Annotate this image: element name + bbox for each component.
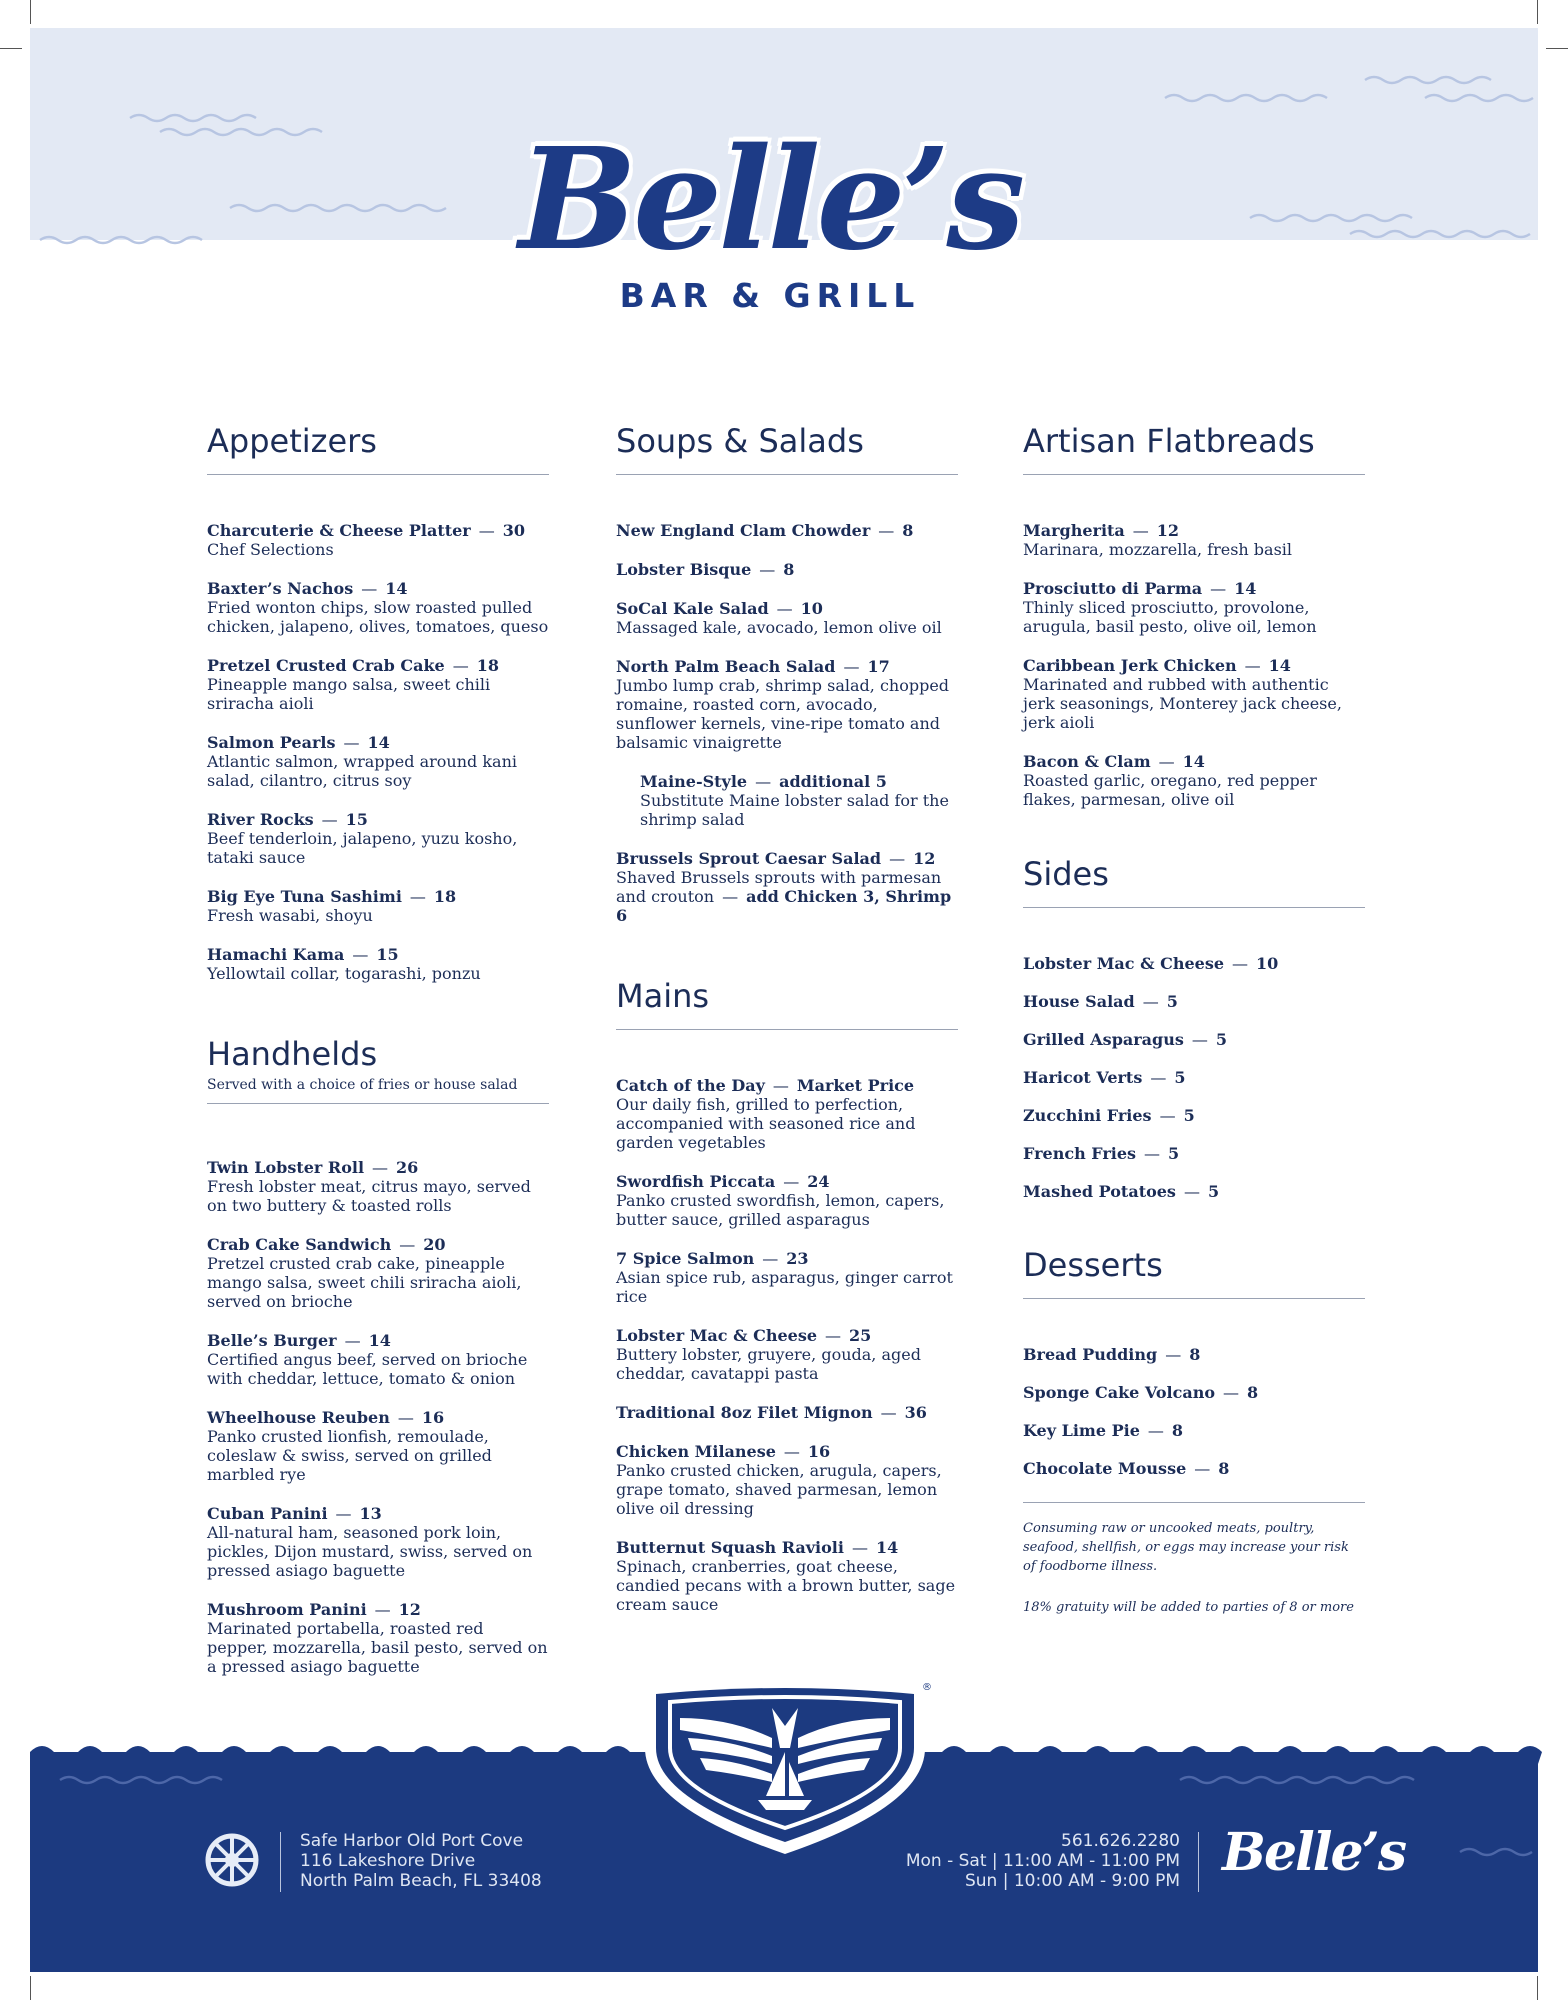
price-dash: — bbox=[1232, 954, 1249, 973]
item-name: Crab Cake Sandwich bbox=[207, 1235, 392, 1254]
item-price: 18 bbox=[433, 887, 457, 906]
menu-item-cuban-panini bbox=[207, 1504, 549, 1580]
item-price: 5 bbox=[1207, 1182, 1220, 1201]
item-name: Mashed Potatoes bbox=[1023, 1182, 1176, 1201]
menu-item-key-lime-pie bbox=[1023, 1421, 1365, 1440]
item-description: Substitute Maine lobster salad for the shrimp salad bbox=[640, 791, 949, 829]
item-description: Fresh wasabi, shoyu bbox=[207, 906, 373, 925]
section-title-mains: Mains bbox=[616, 977, 710, 1015]
item-addon: add Chicken 3, Shrimp 6 bbox=[616, 887, 952, 925]
menu-item-maine-style: Maine-Style — additional 5 Substitute Maine lobster salad for the shrimp salad bbox=[640, 772, 958, 829]
menu-item-prosciutto-di-parma bbox=[1023, 579, 1365, 636]
menu-item-caribbean-jerk-chicken bbox=[1023, 656, 1365, 732]
item-name: Key Lime Pie bbox=[1023, 1421, 1140, 1440]
item-name: Lobster Mac & Cheese bbox=[616, 1326, 818, 1345]
price-dash: — bbox=[374, 1600, 391, 1619]
price-dash: — bbox=[1210, 579, 1227, 598]
item-price: 17 bbox=[867, 657, 890, 676]
item-name: Charcuterie & Cheese Platter bbox=[207, 521, 471, 540]
item-price: 16 bbox=[421, 1408, 445, 1427]
item-description: Spinach, cranberries, goat cheese, candied pecans with a brown butter, sage cream sauce bbox=[616, 1557, 956, 1614]
section-divider bbox=[1023, 907, 1365, 908]
item-price: 8 bbox=[1189, 1345, 1201, 1364]
section-divider bbox=[616, 1029, 958, 1030]
footer-contact bbox=[906, 1831, 1180, 1891]
appetizers-list bbox=[207, 521, 549, 983]
item-price: 10 bbox=[1256, 954, 1279, 973]
item-name: Sponge Cake Volcano bbox=[1023, 1383, 1216, 1402]
item-price: 14 bbox=[368, 1331, 391, 1350]
item-name: 7 Spice Salmon bbox=[616, 1249, 755, 1268]
item-description: Yellowtail collar, togarashi, ponzu bbox=[207, 964, 481, 983]
notes-divider bbox=[1023, 1502, 1365, 1503]
item-price: 14 bbox=[875, 1538, 899, 1557]
price-dash: — bbox=[352, 945, 369, 964]
price-dash: — bbox=[759, 560, 776, 579]
item-name: Twin Lobster Roll bbox=[207, 1158, 365, 1177]
item-price: 20 bbox=[423, 1235, 446, 1254]
menu-item-mushroom-panini bbox=[207, 1600, 549, 1676]
item-description: Thinly sliced prosciutto, provolone, arugula, basil pesto, olive oil, lemon bbox=[1023, 598, 1317, 636]
item-price: 5 bbox=[1215, 1030, 1228, 1049]
menu-item-bacon-clam bbox=[1023, 752, 1365, 809]
price-dash: — bbox=[1183, 1182, 1200, 1201]
item-price: 5 bbox=[1168, 1144, 1180, 1163]
item-price: 36 bbox=[904, 1403, 927, 1422]
mains-list bbox=[616, 1076, 958, 1614]
item-price: 30 bbox=[502, 521, 525, 540]
price-dash: — bbox=[1132, 521, 1149, 540]
phone-number: 561.626.2280 bbox=[1061, 1831, 1180, 1851]
item-name: Hamachi Kama bbox=[207, 945, 345, 964]
item-name: River Rocks bbox=[207, 810, 314, 829]
section-divider bbox=[616, 474, 958, 475]
item-price: 14 bbox=[385, 579, 408, 598]
price-dash: — bbox=[783, 1172, 800, 1191]
price-dash: — bbox=[409, 887, 426, 906]
price-dash: — bbox=[772, 1076, 789, 1095]
menu-item-salmon-pearls bbox=[207, 733, 549, 790]
section-divider bbox=[1023, 1298, 1365, 1299]
item-description: Asian spice rub, asparagus, ginger carrot rice bbox=[616, 1268, 953, 1306]
menu-item-mashed-potatoes bbox=[1023, 1182, 1365, 1201]
menu-item-7-spice-salmon bbox=[616, 1249, 958, 1306]
item-price: 15 bbox=[345, 810, 368, 829]
price-dash: — bbox=[335, 1504, 352, 1523]
item-description: Marinated and rubbed with authentic jerk seasonings, Monterey jack cheese, jerk aioli bbox=[1023, 675, 1342, 732]
item-price: 14 bbox=[367, 733, 390, 752]
item-description: Marinated portabella, roasted red pepper, mozzarella, basil pesto, served on a pressed asiago baguette bbox=[207, 1619, 548, 1676]
item-name: SoCal Kale Salad bbox=[616, 599, 769, 618]
ship-wheel-icon bbox=[204, 1832, 260, 1888]
crop-mark bbox=[1537, 1976, 1538, 2000]
menu-item-pretzel-crusted-crab-cake bbox=[207, 656, 549, 713]
section-title-flatbreads: Artisan Flatbreads bbox=[1023, 422, 1315, 460]
crop-mark bbox=[30, 0, 31, 24]
item-price: 14 bbox=[1268, 656, 1291, 675]
hours-line: Sun | 10:00 AM - 9:00 PM bbox=[964, 1871, 1180, 1891]
footer-separator bbox=[280, 1832, 281, 1892]
item-name: House Salad bbox=[1023, 992, 1135, 1011]
item-price: 14 bbox=[1182, 752, 1205, 771]
menu-item-lobster-bisque bbox=[616, 560, 958, 579]
footer-logo: Belle’s bbox=[1222, 1822, 1406, 1883]
item-price: 15 bbox=[376, 945, 399, 964]
price-dash: — bbox=[825, 1326, 842, 1345]
item-price: 5 bbox=[1174, 1068, 1186, 1087]
section-title-handhelds: Handhelds bbox=[207, 1035, 378, 1073]
item-name: Lobster Mac & Cheese bbox=[1023, 954, 1225, 973]
brand-logo bbox=[500, 118, 1040, 315]
item-name: Caribbean Jerk Chicken bbox=[1023, 656, 1237, 675]
crop-mark bbox=[1537, 0, 1538, 24]
price-dash: — bbox=[321, 810, 338, 829]
item-name: Butternut Squash Ravioli bbox=[616, 1538, 844, 1557]
price-dash: — bbox=[343, 733, 360, 752]
price-dash: — bbox=[1194, 1459, 1211, 1478]
item-name: Traditional 8oz Filet Mignon bbox=[616, 1403, 873, 1422]
item-price: 12 bbox=[1156, 521, 1180, 540]
item-description: Beef tenderloin, jalapeno, yuzu kosho, tataki sauce bbox=[207, 829, 518, 867]
price-dash: — bbox=[397, 1408, 414, 1427]
column-2 bbox=[616, 420, 958, 1634]
price-dash: — bbox=[878, 521, 895, 540]
item-price: 23 bbox=[786, 1249, 809, 1268]
item-price: 18 bbox=[476, 656, 499, 675]
item-name: Margherita bbox=[1023, 521, 1125, 540]
menu-item-belle-s-burger bbox=[207, 1331, 549, 1388]
item-description: All-natural ham, seasoned pork loin, pickles, Dijon mustard, swiss, served on pressed asiago baguette bbox=[207, 1523, 533, 1580]
menu-item-new-england-clam-chowder bbox=[616, 521, 958, 540]
price-dash: — bbox=[843, 657, 860, 676]
handhelds-note: Served with a choice of fries or house salad bbox=[207, 1077, 518, 1093]
price-dash: — bbox=[1158, 752, 1175, 771]
item-name: Mushroom Panini bbox=[207, 1600, 367, 1619]
item-description: Panko crusted lionfish, remoulade, coleslaw & swiss, served on grilled marbled rye bbox=[207, 1427, 492, 1484]
price-dash: — bbox=[1142, 992, 1159, 1011]
price-dash: — bbox=[762, 1249, 779, 1268]
item-description: Our daily fish, grilled to perfection, accompanied with seasoned rice and garden vegetables bbox=[616, 1095, 916, 1152]
menu-item-traditional-8oz-filet-mignon bbox=[616, 1403, 958, 1422]
item-name: Salmon Pearls bbox=[207, 733, 336, 752]
item-name: Wheelhouse Reuben bbox=[207, 1408, 390, 1427]
item-price: 10 bbox=[800, 599, 823, 618]
item-price: 8 bbox=[902, 521, 914, 540]
item-price: 24 bbox=[807, 1172, 830, 1191]
price-dash: — bbox=[1147, 1421, 1164, 1440]
section-title-sides: Sides bbox=[1023, 855, 1109, 893]
item-name: Bacon & Clam bbox=[1023, 752, 1151, 771]
address-line: Safe Harbor Old Port Cove bbox=[300, 1831, 524, 1851]
item-description: Jumbo lump crab, shrimp salad, chopped romaine, roasted corn, avocado, sunflower kernels, vine-ripe tomato and balsamic vinaigrette bbox=[616, 676, 950, 752]
item-description: Massaged kale, avocado, lemon olive oil bbox=[616, 618, 942, 637]
menu-item-big-eye-tuna-sashimi bbox=[207, 887, 549, 925]
menu-item-baxter-s-nachos bbox=[207, 579, 549, 636]
item-description: Fresh lobster meat, citrus mayo, served on two buttery & toasted rolls bbox=[207, 1177, 531, 1215]
menu-item-chocolate-mousse bbox=[1023, 1459, 1365, 1478]
price-dash: — bbox=[1150, 1068, 1167, 1087]
item-price: 12 bbox=[913, 849, 936, 868]
item-price: 14 bbox=[1234, 579, 1257, 598]
menu-item-catch-of-the-day bbox=[616, 1076, 958, 1152]
item-name: Cuban Panini bbox=[207, 1504, 328, 1523]
item-name: Pretzel Crusted Crab Cake bbox=[207, 656, 445, 675]
item-description: Chef Selections bbox=[207, 540, 334, 559]
item-price: 12 bbox=[398, 1600, 421, 1619]
item-description: Panko crusted chicken, arugula, capers, grape tomato, shaved parmesan, lemon olive oil dressing bbox=[616, 1461, 942, 1518]
menu-item-grilled-asparagus bbox=[1023, 1030, 1365, 1049]
price-dash: — bbox=[851, 1538, 868, 1557]
price-dash: — bbox=[1144, 1144, 1161, 1163]
item-price: 8 bbox=[1247, 1383, 1259, 1402]
menu-item-margherita bbox=[1023, 521, 1365, 559]
price-dash: — bbox=[372, 1158, 389, 1177]
menu-item-zucchini-fries bbox=[1023, 1106, 1365, 1125]
menu-item-chicken-milanese bbox=[616, 1442, 958, 1518]
item-description: Marinara, mozzarella, fresh basil bbox=[1023, 540, 1293, 559]
price-dash: — bbox=[783, 1442, 800, 1461]
menu-item-haricot-verts bbox=[1023, 1068, 1365, 1087]
section-divider bbox=[207, 474, 549, 475]
menu-item-twin-lobster-roll bbox=[207, 1158, 549, 1215]
item-name: Zucchini Fries bbox=[1023, 1106, 1152, 1125]
item-name: Lobster Bisque bbox=[616, 560, 752, 579]
item-price: 8 bbox=[783, 560, 795, 579]
flatbreads-list bbox=[1023, 521, 1365, 809]
item-price: 5 bbox=[1166, 992, 1178, 1011]
menu-item-lobster-mac-cheese bbox=[616, 1326, 958, 1383]
price-dash: — bbox=[1191, 1030, 1208, 1049]
item-name: Chicken Milanese bbox=[616, 1442, 776, 1461]
item-name: Maine-Style bbox=[640, 772, 748, 791]
desserts-list bbox=[1023, 1345, 1365, 1478]
menu-item-brussels-sprout-caesar: Brussels Sprout Caesar Salad — 12 Shaved Brussels sprouts with parmesan and crouton — add Chicken 3, Shrimp 6 bbox=[616, 849, 952, 925]
menu-item-river-rocks bbox=[207, 810, 549, 867]
item-name: North Palm Beach Salad bbox=[616, 657, 836, 676]
menu-item-crab-cake-sandwich bbox=[207, 1235, 549, 1311]
item-price: 26 bbox=[396, 1158, 419, 1177]
handhelds-list bbox=[207, 1158, 549, 1676]
item-name: New England Clam Chowder bbox=[616, 521, 871, 540]
price-dash: — bbox=[880, 1403, 897, 1422]
crop-mark bbox=[0, 48, 22, 49]
hours-line: Mon - Sat | 11:00 AM - 11:00 PM bbox=[905, 1851, 1180, 1871]
item-description: Buttery lobster, gruyere, gouda, aged cheddar, cavatappi pasta bbox=[616, 1345, 921, 1383]
sides-list bbox=[1023, 954, 1365, 1201]
eagle-sailboat-crest-icon bbox=[640, 1678, 930, 1856]
item-price: 8 bbox=[1218, 1459, 1230, 1478]
item-price: additional 5 bbox=[779, 772, 887, 791]
item-description: Roasted garlic, oregano, red pepper flakes, parmesan, olive oil bbox=[1023, 771, 1317, 809]
item-name: Bread Pudding bbox=[1023, 1345, 1158, 1364]
menu-item-butternut-squash-ravioli bbox=[616, 1538, 958, 1614]
section-divider bbox=[1023, 474, 1365, 475]
menu-item-socal-kale-salad bbox=[616, 599, 958, 637]
price-dash: — bbox=[399, 1235, 416, 1254]
item-name: Haricot Verts bbox=[1023, 1068, 1143, 1087]
section-title-appetizers: Appetizers bbox=[207, 422, 377, 460]
price-dash: — bbox=[1159, 1106, 1176, 1125]
item-name: Grilled Asparagus bbox=[1023, 1030, 1184, 1049]
price-dash: — bbox=[478, 521, 495, 540]
crop-mark bbox=[1546, 48, 1568, 49]
menu-item-lobster-mac-cheese bbox=[1023, 954, 1365, 973]
registered-mark: ® bbox=[922, 1682, 932, 1693]
item-price: 5 bbox=[1183, 1106, 1195, 1125]
price-dash: — bbox=[344, 1331, 361, 1350]
menu-item-house-salad bbox=[1023, 992, 1365, 1011]
item-description: Pretzel crusted crab cake, pineapple mango salsa, sweet chili sriracha aioli, served on brioche bbox=[207, 1254, 522, 1311]
logo-subtitle: BAR & GRILL bbox=[619, 276, 921, 315]
price-dash: — bbox=[361, 579, 378, 598]
menu-item-hamachi-kama bbox=[207, 945, 549, 983]
address-line: North Palm Beach, FL 33408 bbox=[300, 1871, 542, 1891]
item-name: Baxter’s Nachos bbox=[207, 579, 354, 598]
section-title-desserts: Desserts bbox=[1023, 1246, 1163, 1284]
item-description: Shaved Brussels sprouts with parmesan and crouton bbox=[616, 868, 942, 906]
address-line: 116 Lakeshore Drive bbox=[300, 1851, 476, 1871]
menu-item-wheelhouse-reuben bbox=[207, 1408, 549, 1484]
crop-mark bbox=[30, 1976, 31, 2000]
footer-address bbox=[300, 1831, 542, 1891]
item-name: Big Eye Tuna Sashimi bbox=[207, 887, 402, 906]
item-description: Pineapple mango salsa, sweet chili sriracha aioli bbox=[207, 675, 491, 713]
price-dash: — bbox=[776, 599, 793, 618]
item-description: Panko crusted swordfish, lemon, capers, butter sauce, grilled asparagus bbox=[616, 1191, 945, 1229]
menu-item-french-fries bbox=[1023, 1144, 1365, 1163]
soups-list bbox=[616, 521, 958, 752]
section-divider bbox=[207, 1103, 549, 1104]
price-dash: — bbox=[1223, 1383, 1240, 1402]
price-dash: — bbox=[1244, 656, 1261, 675]
item-description: Certified angus beef, served on brioche with cheddar, lettuce, tomato & onion bbox=[207, 1350, 528, 1388]
item-price: 13 bbox=[359, 1504, 382, 1523]
item-description: Atlantic salmon, wrapped around kani salad, cilantro, citrus soy bbox=[207, 752, 517, 790]
gratuity-note: 18% gratuity will be added to parties of 8 or more bbox=[1023, 1600, 1354, 1615]
menu-item-bread-pudding bbox=[1023, 1345, 1365, 1364]
item-name: Brussels Sprout Caesar Salad bbox=[616, 849, 882, 868]
item-name: Swordfish Piccata bbox=[616, 1172, 776, 1191]
item-price: 8 bbox=[1171, 1421, 1184, 1440]
item-price: 16 bbox=[807, 1442, 831, 1461]
item-price: 25 bbox=[849, 1326, 872, 1345]
item-name: Prosciutto di Parma bbox=[1023, 579, 1203, 598]
item-name: Chocolate Mousse bbox=[1023, 1459, 1187, 1478]
item-name: Belle’s Burger bbox=[207, 1331, 337, 1350]
logo-script-text: Belle’s bbox=[518, 118, 1022, 282]
menu-item-north-palm-beach-salad bbox=[616, 657, 958, 752]
item-name: Catch of the Day bbox=[616, 1076, 765, 1095]
item-name: French Fries bbox=[1023, 1144, 1137, 1163]
column-3 bbox=[1023, 420, 1365, 1617]
menu-item-charcuterie-cheese-platter bbox=[207, 521, 549, 559]
item-description: Fried wonton chips, slow roasted pulled chicken, jalapeno, olives, tomatoes, queso bbox=[207, 598, 549, 636]
raw-food-warning: Consuming raw or uncooked meats, poultry, seafood, shellfish, or eggs may increase your risk of foodborne illness. bbox=[1023, 1521, 1349, 1574]
price-dash: — bbox=[1165, 1345, 1182, 1364]
section-title-soups-salads: Soups & Salads bbox=[616, 422, 864, 460]
item-price: Market Price bbox=[796, 1076, 915, 1095]
menu-item-sponge-cake-volcano bbox=[1023, 1383, 1365, 1402]
price-dash: — bbox=[452, 656, 469, 675]
menu-item-swordfish-piccata bbox=[616, 1172, 958, 1229]
column-1 bbox=[207, 420, 549, 1696]
footer-separator bbox=[1198, 1832, 1199, 1892]
